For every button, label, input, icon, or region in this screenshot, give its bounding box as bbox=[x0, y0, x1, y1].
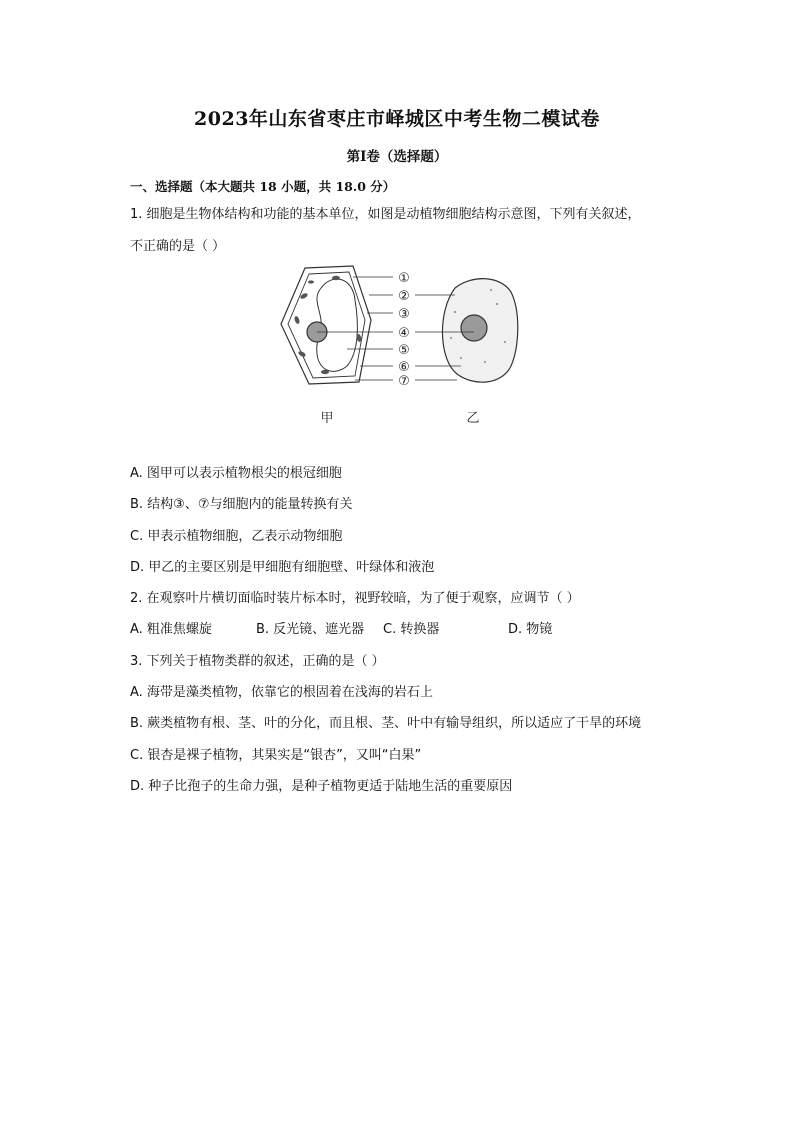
question-1-option-b[interactable]: B. 结构③、⑦与细胞内的能量转换有关 bbox=[130, 497, 353, 512]
question-3-stem: 3. 下列关于植物类群的叙述，正确的是（ ） bbox=[130, 654, 385, 669]
question-1-stem-line-1: 1. 细胞是生物体结构和功能的基本单位，如图是动植物细胞结构示意图，下列有关叙述， bbox=[130, 207, 641, 222]
figure-label-7: ⑦ bbox=[398, 374, 410, 389]
question-1-option-d[interactable]: D. 甲乙的主要区别是甲细胞有细胞壁、叶绿体和液泡 bbox=[130, 560, 435, 575]
chloroplast bbox=[297, 350, 306, 358]
figure-caption-left: 甲 bbox=[320, 411, 334, 426]
chloroplast bbox=[332, 276, 340, 280]
cytoplasm-particle bbox=[496, 303, 498, 305]
chloroplast bbox=[308, 280, 314, 283]
plant-cell-diagram bbox=[281, 266, 371, 384]
volume-heading: 第Ⅰ卷（选择题） bbox=[346, 149, 448, 165]
plant-cell-membrane bbox=[288, 272, 365, 378]
question-2-option-d[interactable]: D. 物镜 bbox=[508, 622, 553, 637]
figure-label-2: ② bbox=[398, 289, 410, 304]
cytoplasm-particle bbox=[484, 361, 486, 363]
figure-label-6: ⑥ bbox=[398, 360, 410, 375]
question-2-option-a[interactable]: A. 粗准焦螺旋 bbox=[130, 622, 212, 637]
question-3-option-b[interactable]: B. 蕨类植物有根、茎、叶的分化，而且根、茎、叶中有输导组织，所以适应了干旱的环境 bbox=[130, 716, 642, 731]
question-3-option-c[interactable]: C. 银杏是裸子植物，其果实是“银杏”，又叫“白果” bbox=[130, 748, 422, 763]
figure-label-5: ⑤ bbox=[398, 343, 410, 358]
section-heading: 一、选择题（本大题共 18 小题，共 18.0 分） bbox=[130, 179, 396, 194]
question-1-option-a[interactable]: A. 图甲可以表示植物根尖的根冠细胞 bbox=[130, 466, 342, 481]
chloroplast bbox=[294, 315, 301, 324]
cytoplasm-particle bbox=[490, 289, 492, 291]
question-3-option-a[interactable]: A. 海带是藻类植物，依靠它的根固着在浅海的岩石上 bbox=[130, 685, 433, 700]
cell-structure-figure bbox=[275, 262, 535, 432]
page-title: 2023年山东省枣庄市峄城区中考生物二模试卷 bbox=[194, 108, 600, 130]
cytoplasm-particle bbox=[504, 341, 506, 343]
animal-nucleus bbox=[461, 315, 487, 341]
question-1-stem-line-2: 不正确的是（ ） bbox=[130, 239, 226, 254]
question-1-option-c[interactable]: C. 甲表示植物细胞，乙表示动物细胞 bbox=[130, 529, 343, 544]
cytoplasm-particle bbox=[450, 337, 452, 339]
question-2-option-b[interactable]: B. 反光镜、遮光器 bbox=[256, 622, 365, 637]
chloroplast bbox=[321, 370, 329, 374]
question-3-option-d[interactable]: D. 种子比孢子的生命力强，是种子植物更适于陆地生活的重要原因 bbox=[130, 779, 513, 794]
figure-caption-right: 乙 bbox=[466, 411, 480, 426]
question-2-option-c[interactable]: C. 转换器 bbox=[383, 622, 440, 637]
figure-label-3: ③ bbox=[398, 307, 410, 322]
cytoplasm-particle bbox=[454, 311, 456, 313]
animal-cell-diagram bbox=[442, 279, 517, 383]
cytoplasm-particle bbox=[460, 357, 462, 359]
figure-label-4: ④ bbox=[398, 326, 410, 341]
question-2-stem: 2. 在观察叶片横切面临时装片标本时，视野较暗，为了便于观察，应调节（ ） bbox=[130, 591, 580, 606]
figure-label-1: ① bbox=[398, 271, 410, 286]
